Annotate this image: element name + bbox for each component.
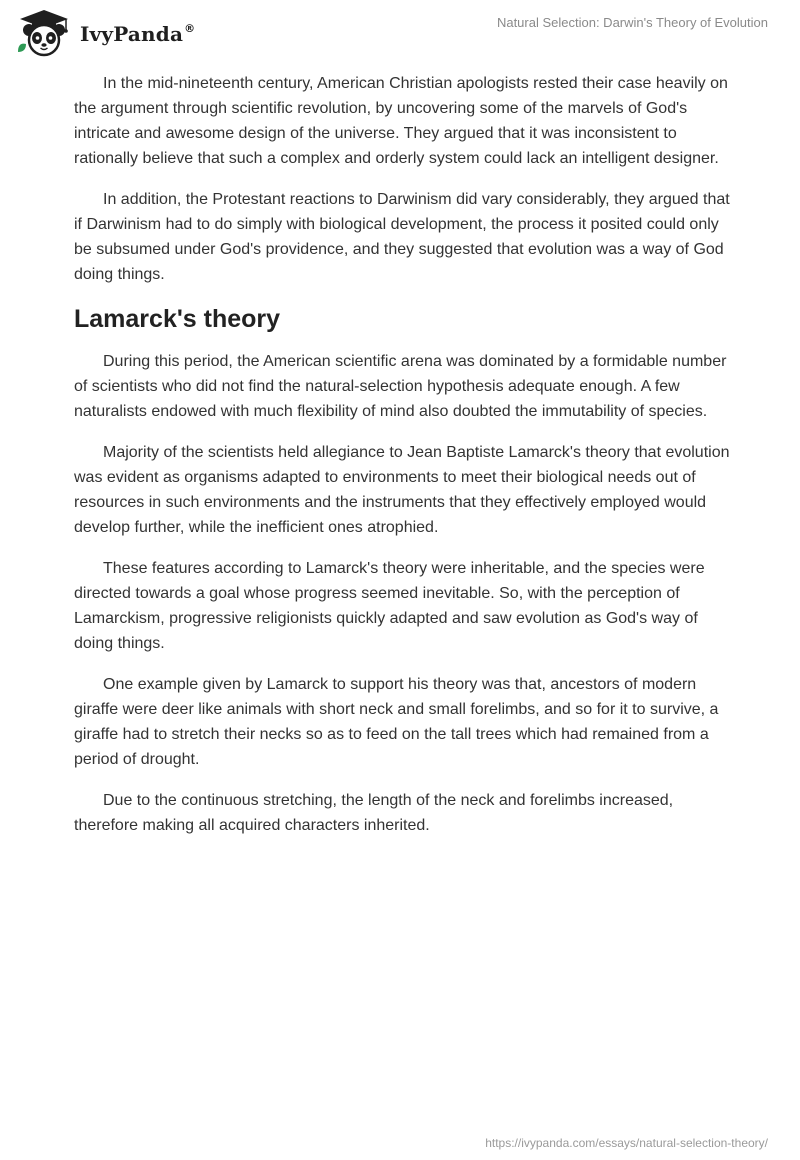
essay-body bbox=[74, 71, 730, 854]
page-header bbox=[0, 0, 800, 60]
paragraph: Due to the continuous stretching, the length of the neck and forelimbs increased, therefore making all acquired characters inherited. bbox=[74, 792, 674, 834]
paragraph: In addition, the Protestant reactions to Darwinism did vary considerably, they argued that if Darwinism had to do simply with biological development, the process it posited could only be subsumed under God's providence, and they suggested that evolution was a way of God doing things. bbox=[74, 191, 730, 283]
source-url-link[interactable]: https://ivypanda.com/essays/natural-selection-theory/ bbox=[485, 1136, 768, 1150]
section-heading: Lamarck's theory bbox=[74, 305, 281, 333]
paragraph: These features according to Lamarck's theory were inheritable, and the species were directed towards a goal whose progress seemed inevitable. So, with the perception of Lamarckism, progressive religionists quickly adapted and saw evolution as God's way of doing things. bbox=[74, 560, 705, 652]
brand-logo[interactable] bbox=[14, 8, 195, 58]
paragraph: Majority of the scientists held allegiance to Jean Baptiste Lamarck's theory that evolution was evident as organisms adapted to environments to meet their biological needs out of resources in such environments and the instruments that they effectively employed would develop further, while the inefficient ones atrophied. bbox=[74, 444, 730, 536]
paragraph: One example given by Lamarck to support his theory was that, ancestors of modern giraffe were deer like animals with short neck and small forelimbs, and so for it to survive, a giraffe had to stretch their necks so as to feed on the tall trees which had remained from a period of drought. bbox=[74, 676, 719, 768]
paragraph: During this period, the American scientific arena was dominated by a formidable number of scientists who did not find the natural-selection hypothesis adequate enough. A few naturalists endowed with much flexibility of mind also doubted the immutability of species. bbox=[74, 353, 727, 420]
brand-name: IvyPanda® bbox=[80, 22, 196, 46]
panda-graduate-icon bbox=[14, 8, 74, 58]
paragraph: In the mid-nineteenth century, American Christian apologists rested their case heavily on the argument through scientific revolution, by uncovering some of the marvels of God's intricate and awesome design of the universe. They argued that it was inconsistent to rationally believe that such a complex and orderly system could lack an intelligent designer. bbox=[74, 75, 728, 167]
document-title: Natural Selection: Darwin's Theory of Evolution bbox=[496, 15, 768, 30]
